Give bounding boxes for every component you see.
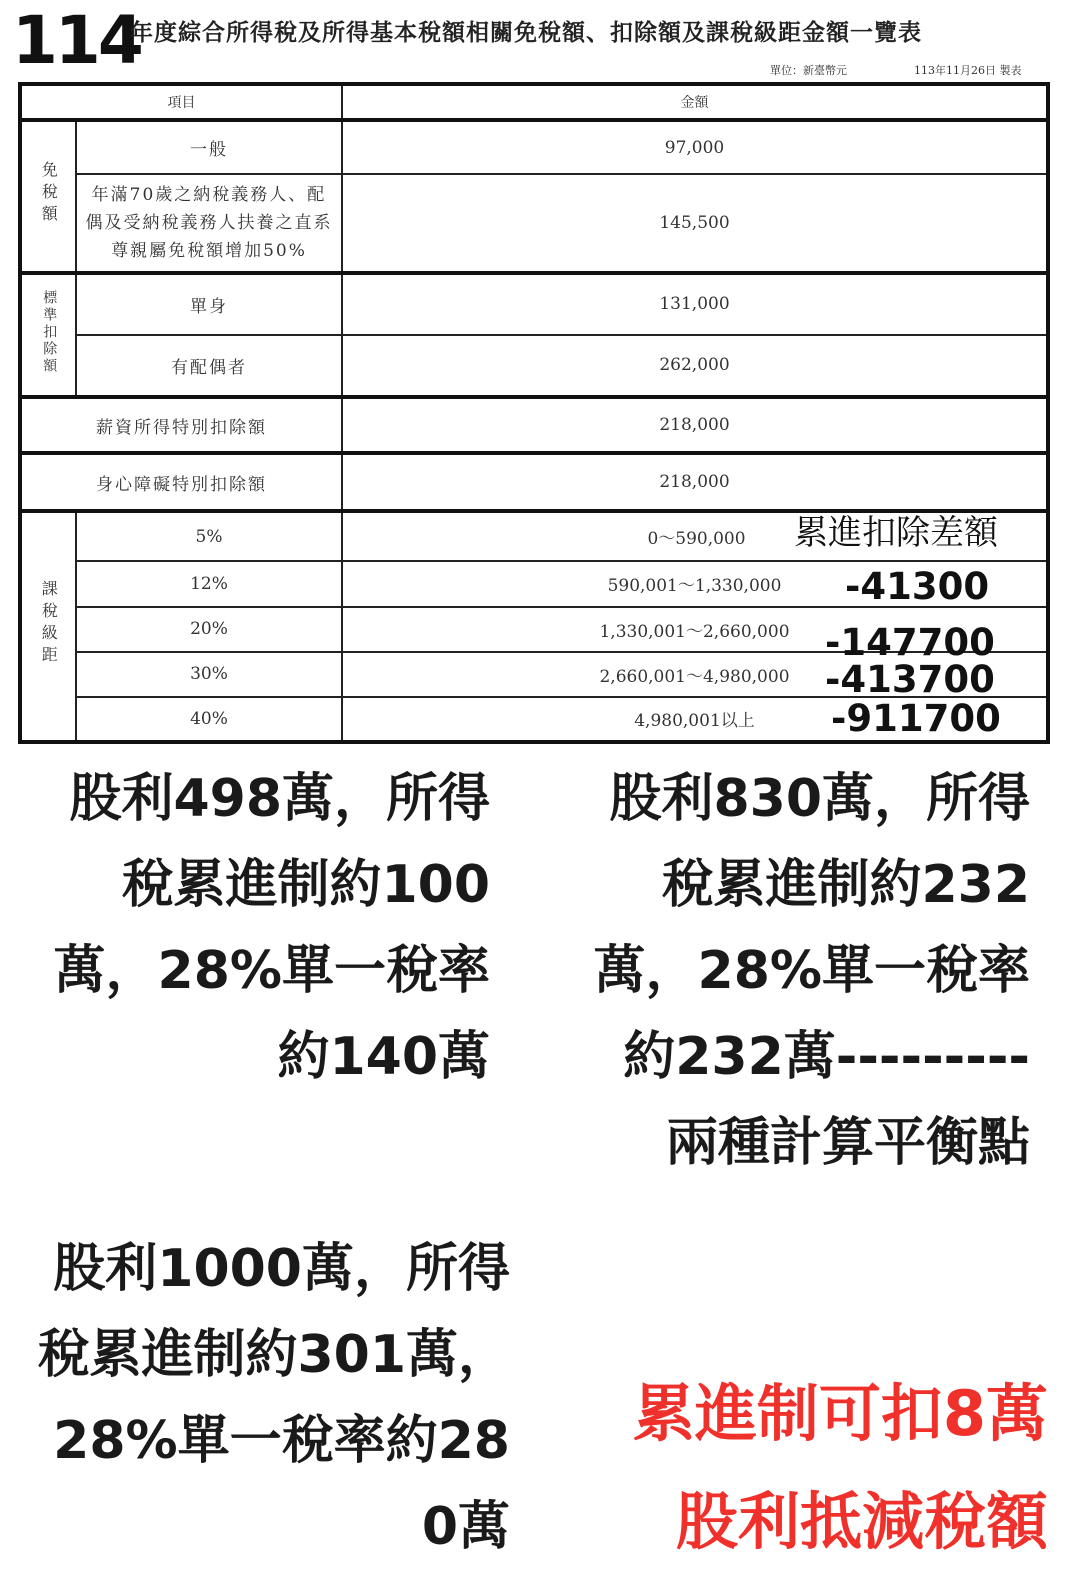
bracket-rate: 30% [76, 652, 342, 697]
row-value-married: 262,000 [342, 335, 1048, 397]
row-label-single: 單身 [76, 273, 342, 335]
bracket-range-cell [342, 561, 1048, 609]
bracket-range: 1,330,001～2,660,000 [599, 621, 790, 642]
table-row [20, 120, 1048, 174]
note-dividend-1000: 股利1000萬，所得稅累進制約301萬，28%單一稅率約280萬 [37, 1239, 510, 1557]
row-value-salary-deduction: 218,000 [342, 397, 1048, 453]
note-dividend-credit: 累進制可扣8萬股利抵減稅額 [632, 1377, 1048, 1558]
row-label-salary-deduction: 薪資所得特別扣除額 [20, 397, 342, 453]
table-header-row [20, 84, 1048, 120]
date-label: 113年11月26日 製表 [914, 64, 1022, 77]
row-label-elderly: 年滿70歲之納稅義務人、配偶及受納稅義務人扶養之直系尊親屬免稅額增加50% [76, 174, 342, 272]
bracket-range-cell [342, 697, 1048, 742]
group-label-standard-deduction: 標準扣除額 [20, 273, 76, 397]
bracket-range: 590,001～1,330,000 [607, 576, 782, 597]
bracket-rate: 12% [76, 561, 342, 606]
bracket-range-cell [342, 652, 1048, 701]
document-title: 年度綜合所得稅及所得基本稅額相關免稅額、扣除額及課稅級距金額一覽表 [130, 19, 922, 46]
column-header-amount: 金額 [342, 84, 1048, 120]
bracket-range: 2,660,001～4,980,000 [599, 666, 790, 687]
progressive-difference: -41300 [845, 565, 990, 609]
bracket-range: 4,980,001以上 [634, 711, 755, 732]
row-value-general: 97,000 [342, 120, 1048, 174]
bracket-range: 0～590,000 [342, 511, 1048, 561]
year-number: 114 [12, 2, 141, 79]
header [0, 0, 1080, 80]
row-value-single: 131,000 [342, 273, 1048, 335]
row-label-general: 一般 [76, 120, 342, 174]
table-row [20, 397, 1048, 453]
table-row [20, 453, 1048, 511]
bracket-row [20, 697, 1048, 742]
note-dividend-830: 股利830萬，所得稅累進制約232萬，28%單一稅率約232萬---------兩種計算平衡點 [593, 769, 1030, 1173]
bracket-row [20, 652, 1048, 697]
row-value-disability-deduction: 218,000 [342, 453, 1048, 511]
note-dividend-498: 股利498萬，所得稅累進制約100萬，28%單一稅率約140萬 [53, 769, 490, 1087]
bracket-range-cell [342, 607, 1048, 664]
row-label-married: 有配偶者 [76, 335, 342, 397]
bracket-rate: 40% [76, 697, 342, 742]
bracket-rate: 20% [76, 607, 342, 652]
bracket-row [20, 561, 1048, 606]
unit-label: 單位：新臺幣元 [770, 64, 847, 77]
row-value-elderly: 145,500 [342, 174, 1048, 272]
progressive-difference: -413700 [825, 657, 995, 701]
group-label-tax-brackets: 課稅級距 [20, 511, 76, 742]
bracket-rate: 5% [76, 511, 342, 561]
progressive-difference: -911700 [831, 696, 1001, 740]
table-row [20, 273, 1048, 335]
bracket-row [20, 607, 1048, 652]
table-row [20, 335, 1048, 397]
group-label-exemption: 免稅額 [20, 120, 76, 272]
progressive-difference-header: 累進扣除差額 [794, 513, 998, 553]
tax-table [18, 82, 1050, 744]
column-header-item: 項目 [20, 84, 342, 120]
table-row [20, 174, 1048, 272]
row-label-disability-deduction: 身心障礙特別扣除額 [20, 453, 342, 511]
progressive-difference: -147700 [825, 620, 995, 664]
